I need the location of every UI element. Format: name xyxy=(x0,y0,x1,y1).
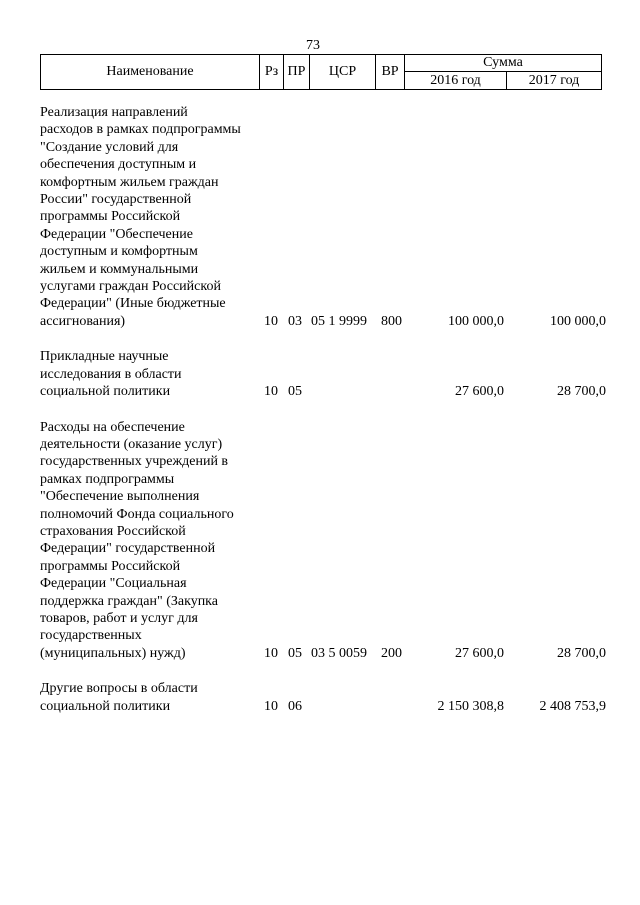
header-year-2017: 2017 год xyxy=(507,72,602,90)
row-csr: 03 5 0059 xyxy=(311,645,367,661)
table-row xyxy=(40,104,606,330)
row-sum-2017: 28 700,0 xyxy=(557,645,606,661)
row-sum-2016: 100 000,0 xyxy=(448,313,504,329)
table-row xyxy=(40,680,606,715)
row-sum-2016: 27 600,0 xyxy=(455,384,504,400)
page-number: 73 xyxy=(306,38,320,53)
row-pr: 05 xyxy=(288,384,302,400)
row-name: Прикладные научные исследования в области социальной политики xyxy=(40,349,182,400)
row-vr: 800 xyxy=(381,313,402,329)
row-sum-2017: 100 000,0 xyxy=(550,313,606,329)
row-csr: 05 1 9999 xyxy=(311,313,367,329)
header-rz: Рз xyxy=(260,55,284,90)
table-row xyxy=(40,348,606,400)
table-header xyxy=(40,54,602,90)
row-rz: 10 xyxy=(264,384,278,400)
row-sum-2016: 27 600,0 xyxy=(455,645,504,661)
row-rz: 10 xyxy=(264,313,278,329)
row-name: Другие вопросы в области социальной политики xyxy=(40,681,198,714)
row-name: Реализация направлений расходов в рамках подпрограммы "Создание условий для обеспечения доступным и комфортным жильем граждан России" государственной программы Российской Федерации "Обеспечение доступным и комфортным жильем и коммунальными услугами граждан Российской Федерации" (Иные бюджетные ассигнования) xyxy=(40,105,241,329)
row-pr: 06 xyxy=(288,698,302,714)
row-sum-2017: 2 408 753,9 xyxy=(539,698,606,714)
row-pr: 03 xyxy=(288,313,302,329)
row-name: Расходы на обеспечение деятельности (оказание услуг) государственных учреждений в рамках подпрограммы "Обеспечение выполнения полномочий Фонда социального страхования Российской Федерации" государственной программы Российской Федерации "Социальная поддержка граждан" (Закупка товаров, работ и услуг для государственных (муниципальных) нужд) xyxy=(40,419,234,661)
row-sum-2016: 2 150 308,8 xyxy=(437,698,504,714)
header-sum: Сумма xyxy=(405,55,602,72)
header-csr: ЦСР xyxy=(310,55,376,90)
header-year-2016: 2016 год xyxy=(405,72,507,90)
header-pr: ПР xyxy=(284,55,310,90)
table-body xyxy=(40,104,606,733)
table-row xyxy=(40,419,606,663)
row-rz: 10 xyxy=(264,645,278,661)
row-rz: 10 xyxy=(264,698,278,714)
row-vr: 200 xyxy=(381,645,402,661)
row-pr: 05 xyxy=(288,645,302,661)
header-vr: ВР xyxy=(376,55,405,90)
row-sum-2017: 28 700,0 xyxy=(557,384,606,400)
header-name: Наименование xyxy=(41,55,260,90)
